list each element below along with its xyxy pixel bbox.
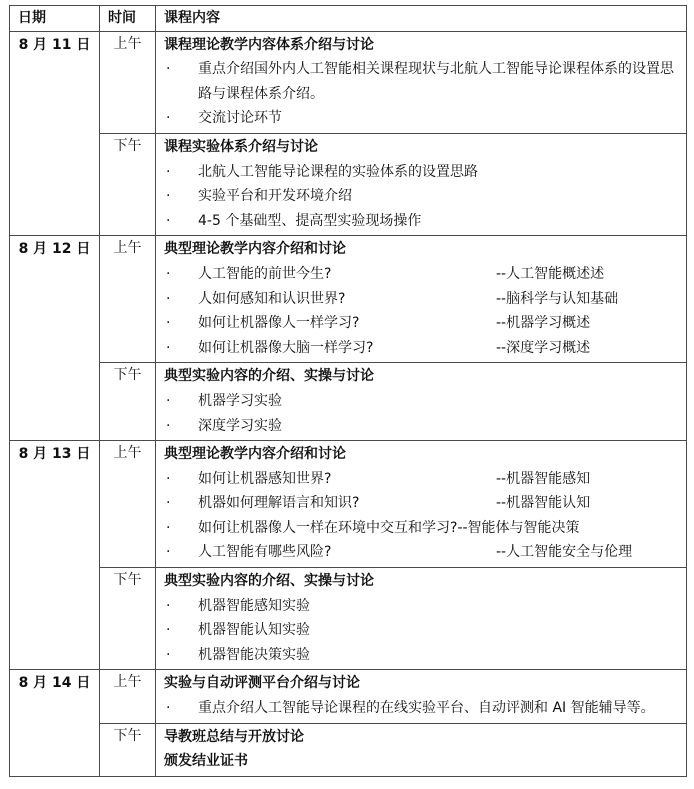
- session-time: 上午: [100, 670, 156, 723]
- item-text: 机器学习实验: [198, 392, 282, 409]
- bullet-icon: ·: [166, 519, 171, 536]
- day-date: 8 月 11 日: [10, 31, 100, 236]
- session-title-secondary: 颁发结业证书: [164, 753, 248, 770]
- bullet-icon: ·: [166, 417, 171, 434]
- topic-answer: --机器智能感知: [496, 470, 591, 487]
- bullet-icon: ·: [166, 163, 171, 180]
- topic-question: 如何让机器感知世界?: [198, 470, 332, 487]
- session-content: [156, 670, 687, 723]
- topic-pair: [198, 287, 680, 312]
- topic-pair: [198, 336, 680, 361]
- list-item: [164, 209, 680, 234]
- item-text: 重点介绍人工智能导论课程的在线实验平台、自动评测和 AI 智能辅导等。: [198, 700, 655, 717]
- session-row: [10, 363, 687, 441]
- list-item: [164, 491, 680, 516]
- session-time: 下午: [100, 568, 156, 670]
- session-content: [156, 723, 687, 776]
- session-row: [10, 441, 687, 568]
- topic-question: 如何让机器像人一样学习?: [198, 315, 360, 332]
- topic-question: 如何让机器像大脑一样学习?: [198, 339, 374, 356]
- topic-answer: --智能体与智能决策: [457, 519, 580, 536]
- list-item: [164, 57, 680, 106]
- topic-question: 人如何感知和认识世界?: [198, 290, 346, 307]
- bullet-icon: ·: [166, 315, 171, 332]
- topic-answer: --人工智能概述述: [496, 265, 605, 282]
- list-item: [164, 467, 680, 492]
- topic-question: 人工智能的前世今生?: [198, 265, 332, 282]
- session-content: [156, 441, 687, 568]
- session-title: 典型理论教学内容介绍和讨论: [164, 446, 346, 463]
- session-row: [10, 133, 687, 235]
- list-item: [164, 540, 680, 565]
- list-item: [164, 618, 680, 643]
- session-row: [10, 236, 687, 363]
- topic-question: 如何让机器像人一样在环境中交互和学习?: [198, 519, 458, 536]
- bullet-icon: ·: [166, 470, 171, 487]
- item-text: 北航人工智能导论课程的实验体系的设置思路: [198, 163, 478, 180]
- bullet-icon: ·: [166, 646, 171, 663]
- bullet-icon: ·: [166, 110, 171, 127]
- session-row: [10, 31, 687, 133]
- session-title: 实验与自动评测平台介绍与讨论: [164, 675, 360, 692]
- bullet-icon: ·: [166, 61, 171, 78]
- topic-pair: [198, 467, 680, 492]
- session-title: 典型理论教学内容介绍和讨论: [164, 241, 346, 258]
- session-content: [156, 568, 687, 670]
- session-title: 课程理论教学内容体系介绍与讨论: [164, 36, 374, 53]
- bullet-icon: ·: [166, 544, 171, 561]
- item-text: 机器智能认知实验: [198, 622, 310, 639]
- topic-answer: --深度学习概述: [496, 339, 591, 356]
- list-item: [164, 184, 680, 209]
- header-date: 日期: [10, 6, 100, 32]
- day-date: 8 月 14 日: [10, 670, 100, 776]
- topic-question: 机器如何理解语言和知识?: [198, 495, 360, 512]
- session-title: 导教班总结与开放讨论: [164, 728, 304, 745]
- list-item: [164, 311, 680, 336]
- session-time: 上午: [100, 236, 156, 363]
- bullet-icon: ·: [166, 212, 171, 229]
- list-item: [164, 160, 680, 185]
- bullet-icon: ·: [166, 495, 171, 512]
- session-time: 下午: [100, 133, 156, 235]
- list-item: [164, 262, 680, 287]
- bullet-icon: ·: [166, 392, 171, 409]
- bullet-icon: ·: [166, 622, 171, 639]
- list-item: [164, 414, 680, 439]
- topic-question: 人工智能有哪些风险?: [198, 544, 332, 561]
- session-title: 典型实验内容的介绍、实操与讨论: [164, 573, 374, 590]
- schedule-body: [10, 31, 687, 776]
- session-content: [156, 236, 687, 363]
- header-time: 时间: [100, 6, 156, 32]
- bullet-icon: ·: [166, 290, 171, 307]
- list-item: [164, 106, 680, 131]
- topic-answer: --机器学习概述: [496, 315, 591, 332]
- list-item: [164, 336, 680, 361]
- bullet-icon: ·: [166, 597, 171, 614]
- bullet-icon: ·: [166, 188, 171, 205]
- session-row: [10, 568, 687, 670]
- topic-answer: --人工智能安全与伦理: [496, 544, 633, 561]
- bullet-icon: ·: [166, 265, 171, 282]
- list-item: [164, 643, 680, 668]
- session-time: 下午: [100, 363, 156, 441]
- session-title: 典型实验内容的介绍、实操与讨论: [164, 368, 374, 385]
- bullet-icon: ·: [166, 339, 171, 356]
- session-row: [10, 723, 687, 776]
- item-text: 实验平台和开发环境介绍: [198, 188, 352, 205]
- topic-pair: [198, 311, 680, 336]
- list-item: [164, 594, 680, 619]
- day-date: 8 月 13 日: [10, 441, 100, 670]
- session-title: 课程实验体系介绍与讨论: [164, 138, 318, 155]
- session-content: [156, 31, 687, 133]
- session-content: [156, 133, 687, 235]
- session-time: 上午: [100, 31, 156, 133]
- session-row: [10, 670, 687, 723]
- item-text: 机器智能感知实验: [198, 597, 310, 614]
- topic-pair: [198, 262, 680, 287]
- topic-answer: --脑科学与认知基础: [496, 290, 619, 307]
- header-content: 课程内容: [156, 6, 687, 32]
- topic-pair: [198, 491, 680, 516]
- item-text: 深度学习实验: [198, 417, 282, 434]
- day-date: 8 月 12 日: [10, 236, 100, 441]
- session-time: 下午: [100, 723, 156, 776]
- item-text: 机器智能决策实验: [198, 646, 310, 663]
- bullet-icon: ·: [166, 700, 171, 717]
- session-content: [156, 363, 687, 441]
- item-text: 重点介绍国外内人工智能相关课程现状与北航人工智能导论课程体系的设置思路与课程体系介绍。: [198, 61, 674, 102]
- header-row: [10, 6, 687, 32]
- list-item: [164, 516, 680, 541]
- topic-answer: --机器智能认知: [496, 495, 591, 512]
- list-item: [164, 389, 680, 414]
- schedule-table: [9, 5, 687, 777]
- topic-pair: [198, 516, 680, 541]
- session-time: 上午: [100, 441, 156, 568]
- item-text: 4-5 个基础型、提高型实验现场操作: [198, 212, 422, 229]
- topic-pair: [198, 540, 680, 565]
- list-item: [164, 696, 680, 721]
- list-item: [164, 287, 680, 312]
- item-text: 交流讨论环节: [198, 110, 282, 127]
